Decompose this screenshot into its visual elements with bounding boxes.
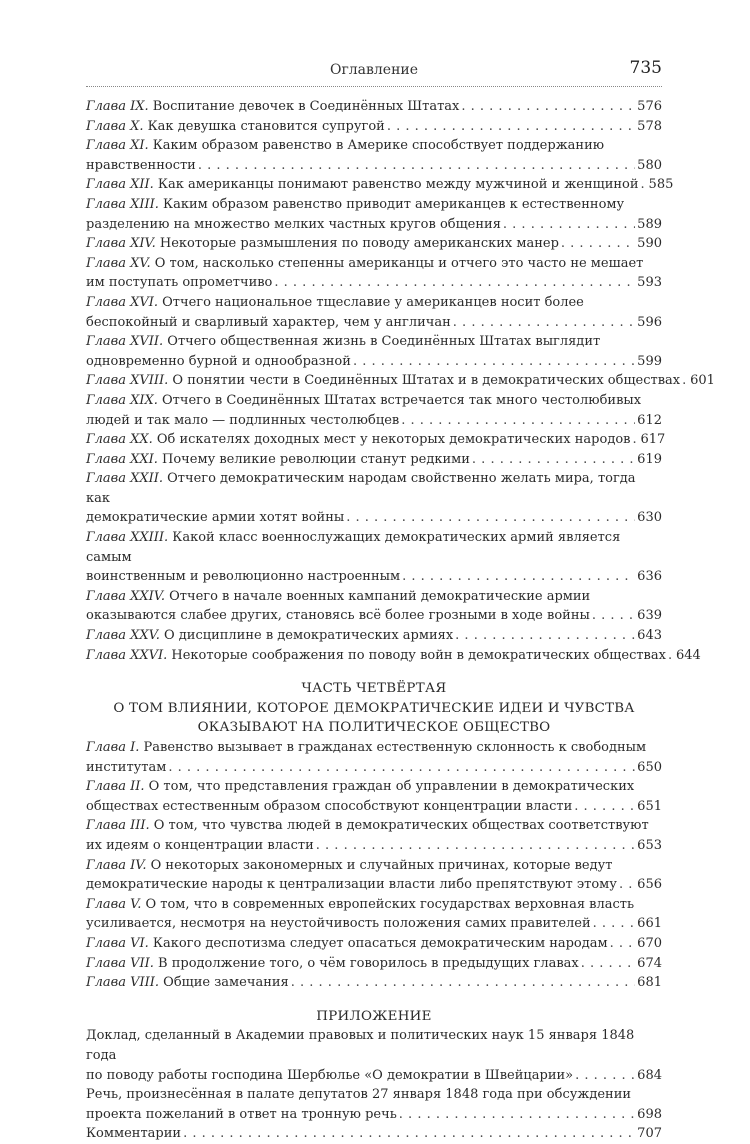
toc-entry <box>86 234 662 254</box>
toc-entry-line <box>86 1085 662 1105</box>
chapter-title-text: Речь, произнесённая в палате депутатов 27 января 1848 года при обсуждении <box>86 1087 632 1103</box>
chapter-title-text: институтам <box>86 759 167 775</box>
toc-entry <box>86 528 662 587</box>
dot-leader <box>291 973 635 993</box>
toc-entry-line <box>86 313 662 333</box>
running-header-title: Оглавление <box>329 62 419 78</box>
toc-entry-line <box>86 508 662 528</box>
running-header <box>86 58 662 87</box>
dot-leader <box>399 1105 635 1125</box>
toc-page-number: 684 <box>637 1067 662 1083</box>
dot-leader <box>316 836 635 856</box>
toc-entry <box>86 391 662 430</box>
chapter-number: Глава VII. <box>86 955 154 971</box>
chapter-title-text: их идеям о концентрации власти <box>86 837 314 853</box>
dot-leader <box>682 371 688 391</box>
toc-entry <box>86 254 662 293</box>
chapter-number: Глава IX. <box>86 99 149 114</box>
chapter-number: Глава IV. <box>86 857 147 873</box>
toc-entry-line <box>86 973 662 993</box>
dot-leader <box>575 1066 635 1086</box>
chapter-title-text: Отчего национальное тщеславие у американцев носит более <box>162 294 584 310</box>
chapter-title-text: Как американцы понимают равенство между мужчиной и женщиной <box>157 177 639 193</box>
dot-leader <box>401 411 635 431</box>
toc-entry <box>86 136 662 175</box>
toc-entry-line <box>86 606 662 626</box>
toc-entry-line <box>86 777 662 797</box>
toc-entry <box>86 450 662 470</box>
toc-entry-line <box>86 293 662 313</box>
appendix-title: ПРИЛОЖЕНИЕ <box>316 1008 432 1024</box>
chapter-title-text: Отчего в Соединённых Штатах встречается так много честолюбивых <box>162 392 642 408</box>
dot-leader <box>503 215 635 235</box>
toc-entry <box>86 430 666 450</box>
toc-page-number: 674 <box>637 955 662 971</box>
toc-entry-line <box>86 117 662 137</box>
chapter-title-text: О понятии чести в Соединённых Штатах и в демократических обществах <box>172 373 681 389</box>
toc-entry-line <box>86 430 666 450</box>
toc-entry-line <box>86 856 662 876</box>
chapter-title-text: одновременно бурной и однообразной <box>86 353 351 369</box>
dot-leader <box>561 234 635 254</box>
toc-entry <box>86 293 662 332</box>
toc-entry-line <box>86 1105 662 1125</box>
chapter-title-text: разделению на множество мелких частных кругов общения <box>86 216 501 232</box>
chapter-title-text: Какой класс военнослужащих демократических армий является самым <box>86 530 621 565</box>
toc-entry <box>86 895 662 934</box>
toc-entry <box>86 371 715 391</box>
dot-leader <box>668 646 674 666</box>
chapter-number: Глава XII. <box>86 177 154 193</box>
dot-leader <box>619 875 635 895</box>
chapter-title-text: Равенство вызывает в гражданах естественную склонность к свободным <box>143 740 647 755</box>
toc-entry <box>86 856 662 895</box>
toc-entry-line <box>86 1026 662 1065</box>
chapter-title-text: обществах естественным образом способствуют концентрации власти <box>86 798 573 814</box>
toc-page-number: 636 <box>637 569 662 585</box>
toc-entry-line <box>86 646 701 666</box>
toc-entry-line <box>86 450 662 470</box>
chapter-title-text: О том, что чувства людей в демократических обществах соответствуют <box>153 818 649 834</box>
toc-page-number: 596 <box>637 314 662 330</box>
chapter-number: Глава XXI. <box>86 451 158 467</box>
chapter-title-text: Отчего демократическим народам свойственно желать мира, тогда как <box>86 471 636 506</box>
toc-page-number: 612 <box>637 412 662 428</box>
dot-leader <box>402 567 635 587</box>
toc-entry <box>86 1124 662 1144</box>
toc-page-number: 639 <box>637 608 662 624</box>
toc-page-number: 580 <box>637 157 662 173</box>
dot-leader <box>472 450 635 470</box>
chapter-title-text: Некоторые размышления по поводу американских манер <box>159 236 559 252</box>
part-four-subtitle-line-1: О ТОМ ВЛИЯНИИ, КОТОРОЕ ДЕМОКРАТИЧЕСКИЕ ИДЕИ И ЧУВСТВА <box>113 700 635 716</box>
chapter-title-text: усиливается, несмотря на неустойчивость положения самих правителей <box>86 916 591 932</box>
toc-appendix <box>86 1026 662 1144</box>
chapter-title-text: нравственности <box>86 157 196 173</box>
toc-entry-line <box>86 195 662 215</box>
toc-entry <box>86 934 662 954</box>
chapter-title-text: Отчего в начале военных кампаний демократические армии <box>169 588 591 604</box>
toc-entry <box>86 195 662 234</box>
toc-entry-line <box>86 1066 662 1086</box>
chapter-title-text: Общие замечания <box>163 975 289 991</box>
toc-entry-line <box>86 758 662 778</box>
toc-page-number: 651 <box>637 798 662 814</box>
toc-entry <box>86 777 662 816</box>
toc-entry-line <box>86 411 662 431</box>
chapter-title-text: О том, что представления граждан об управлении в демократических <box>148 779 635 795</box>
dot-leader <box>632 430 638 450</box>
dot-leader <box>346 508 635 528</box>
toc-entry <box>86 117 662 137</box>
chapter-number: Глава XXIV. <box>86 588 165 604</box>
chapter-title-text: Почему великие революции станут редкими <box>162 451 470 467</box>
toc-page-number: 617 <box>640 432 666 448</box>
toc-entry <box>86 469 662 528</box>
toc-page-number: 589 <box>637 216 662 232</box>
toc-entry-line <box>86 156 662 176</box>
chapter-number: Глава XIX. <box>86 392 158 408</box>
chapter-number: Глава XXIII. <box>86 530 169 546</box>
toc-page-number: 670 <box>637 935 662 951</box>
chapter-title-text: беспокойный и сварливый характер, чем у англичан <box>86 314 451 330</box>
dot-leader <box>455 626 635 646</box>
toc-entry-line <box>86 1124 662 1144</box>
dot-leader <box>610 934 636 954</box>
toc-entry-line <box>86 136 662 156</box>
dot-leader <box>592 606 635 626</box>
chapter-title-text: О некоторых закономерных и случайных причинах, которые ведут <box>150 857 613 873</box>
chapter-number: Глава XXII. <box>86 471 163 487</box>
toc-page-number: 643 <box>637 628 662 644</box>
toc-page-number: 661 <box>637 916 662 932</box>
toc-entry <box>86 973 662 993</box>
chapter-number: Глава XXVI. <box>86 647 168 663</box>
dot-leader <box>641 175 647 195</box>
toc-entry-line <box>86 895 662 915</box>
toc-page-number: 656 <box>637 877 662 893</box>
chapter-number: Глава XIII. <box>86 196 159 212</box>
chapter-title-text: Воспитание девочек в Соединённых Штатах <box>152 99 460 114</box>
chapter-number: Глава VIII. <box>86 975 160 991</box>
chapter-title-text: Как девушка становится супругой <box>147 118 385 134</box>
chapter-number: Глава V. <box>86 896 142 912</box>
toc-page-number: 619 <box>637 451 662 467</box>
toc-entry <box>86 646 701 666</box>
toc-entry <box>86 738 662 777</box>
dot-leader <box>353 352 635 372</box>
dot-leader <box>453 313 635 333</box>
chapter-title-text: им поступать опрометчиво <box>86 275 273 291</box>
chapter-number: Глава X. <box>86 118 144 134</box>
chapter-title-text: О том, насколько степенны американцы и отчего это часто не мешает <box>154 255 644 271</box>
chapter-title-text: Каким образом равенство в Америке способствует поддержанию <box>152 138 605 154</box>
chapter-number: Глава XV. <box>86 255 151 271</box>
toc-entry-line <box>86 371 715 391</box>
toc-entry <box>86 332 662 371</box>
toc-page-number: 650 <box>637 759 662 775</box>
toc-entry-line <box>86 234 662 254</box>
chapter-number: Глава XXV. <box>86 628 160 644</box>
toc-entry-line <box>86 934 662 954</box>
toc-page-number: 601 <box>690 373 715 389</box>
toc-entry-line <box>86 587 662 607</box>
chapter-title-text: Доклад, сделанный в Академии правовых и политических наук 15 января 1848 года <box>86 1028 635 1063</box>
toc-page-number: 593 <box>637 275 662 291</box>
toc-entry-line <box>86 626 662 646</box>
chapter-number: Глава XX. <box>86 432 153 448</box>
toc-entry-line <box>86 816 662 836</box>
toc-entry <box>86 954 662 974</box>
toc-page-number: 653 <box>637 837 662 853</box>
chapter-title-text: Отчего общественная жизнь в Соединённых Штатах выглядит <box>167 334 601 350</box>
toc-entry <box>86 1085 662 1124</box>
toc-entry-line <box>86 215 662 235</box>
chapter-title-text: О том, что в современных европейских государствах верховная власть <box>145 896 635 912</box>
toc-page-number: 585 <box>648 177 674 193</box>
chapter-number: Глава XI. <box>86 138 149 154</box>
chapter-title-text: Какого деспотизма следует опасаться демократическим народам <box>152 935 608 951</box>
chapter-title-text: воинственным и революционно настроенным <box>86 569 401 585</box>
toc-page-number: 681 <box>637 975 662 991</box>
toc-entry <box>86 1026 662 1085</box>
toc-part-four <box>86 738 662 993</box>
chapter-number: Глава I. <box>86 740 140 755</box>
chapter-number: Глава XVIII. <box>86 373 169 389</box>
chapter-title-text: людей и так мало — подлинных честолюбцев <box>86 412 400 428</box>
chapter-title-text: проекта пожеланий в ответ на тронную речь <box>86 1106 397 1122</box>
toc-page-number: 590 <box>637 236 662 252</box>
toc-page-number: 630 <box>637 510 662 526</box>
toc-entry-line <box>86 352 662 372</box>
toc-entry-line <box>86 391 662 411</box>
toc-page-number: 599 <box>637 353 662 369</box>
toc-part-three-continued <box>86 97 715 665</box>
page-number: 735 <box>629 58 662 78</box>
toc-entry <box>86 816 662 855</box>
dot-leader <box>593 914 636 934</box>
dot-leader <box>198 156 635 176</box>
toc-entry-line <box>86 254 662 274</box>
toc-entry <box>86 626 662 646</box>
toc-entry-line <box>86 528 662 567</box>
toc-entry-line <box>86 738 662 758</box>
chapter-number: Глава III. <box>86 818 150 834</box>
toc-entry-line <box>86 954 662 974</box>
dot-leader <box>183 1124 635 1144</box>
toc-entry <box>86 587 662 626</box>
chapter-title-text: по поводу работы господина Шербюлье «О демократии в Швейцарии» <box>86 1067 574 1083</box>
toc-page-number: 644 <box>675 647 701 663</box>
chapter-number: Глава XVII. <box>86 334 164 350</box>
toc-entry-line <box>86 332 662 352</box>
toc-entry-line <box>86 175 674 195</box>
dot-leader <box>461 97 635 117</box>
chapter-title-text: оказываются слабее других, становясь всё более грозными в ходе войны <box>86 608 590 624</box>
chapter-number: Глава XVI. <box>86 294 158 310</box>
chapter-title-text: Некоторые соображения по поводу войн в демократических обществах <box>171 647 666 663</box>
dot-leader <box>387 117 635 137</box>
part-four-subtitle-line-2: ОКАЗЫВАЮТ НА ПОЛИТИЧЕСКОЕ ОБЩЕСТВО <box>197 720 551 736</box>
chapter-title-text: О дисциплине в демократических армиях <box>163 628 454 644</box>
toc-entry-line <box>86 469 662 508</box>
chapter-title-text: Каким образом равенство приводит американцев к естественному <box>163 196 625 212</box>
toc-page-number: 698 <box>637 1106 662 1122</box>
dot-leader <box>581 954 635 974</box>
chapter-title-text: демократические народы к централизации власти либо препятствуют этому <box>86 877 617 893</box>
toc-entry-line <box>86 914 662 934</box>
toc-page-number: 707 <box>637 1126 662 1142</box>
toc-entry-line <box>86 875 662 895</box>
toc-entry <box>86 97 662 117</box>
chapter-title-text: демократические армии хотят войны <box>86 510 345 526</box>
chapter-title-text: Об искателях доходных мест у некоторых демократических народов <box>156 432 631 448</box>
toc-page-number: 576 <box>637 99 662 114</box>
chapter-title-text: Комментарии <box>86 1126 182 1142</box>
chapter-number: Глава XIV. <box>86 236 156 252</box>
toc-entry-line <box>86 567 662 587</box>
toc-entry-line <box>86 273 662 293</box>
dot-leader <box>274 273 635 293</box>
toc-entry-line <box>86 836 662 856</box>
toc-page-number: 578 <box>637 118 662 134</box>
chapter-number: Глава VI. <box>86 935 149 951</box>
toc-entry-line <box>86 97 662 117</box>
dot-leader <box>168 758 635 778</box>
toc-entry <box>86 175 674 195</box>
dot-leader <box>574 797 635 817</box>
chapter-number: Глава II. <box>86 779 145 795</box>
part-four-title: ЧАСТЬ ЧЕТВЁРТАЯ <box>301 681 447 697</box>
toc-entry-line <box>86 797 662 817</box>
chapter-title-text: В продолжение того, о чём говорилось в предыдущих главах <box>158 955 579 971</box>
table-of-contents <box>86 97 715 1144</box>
